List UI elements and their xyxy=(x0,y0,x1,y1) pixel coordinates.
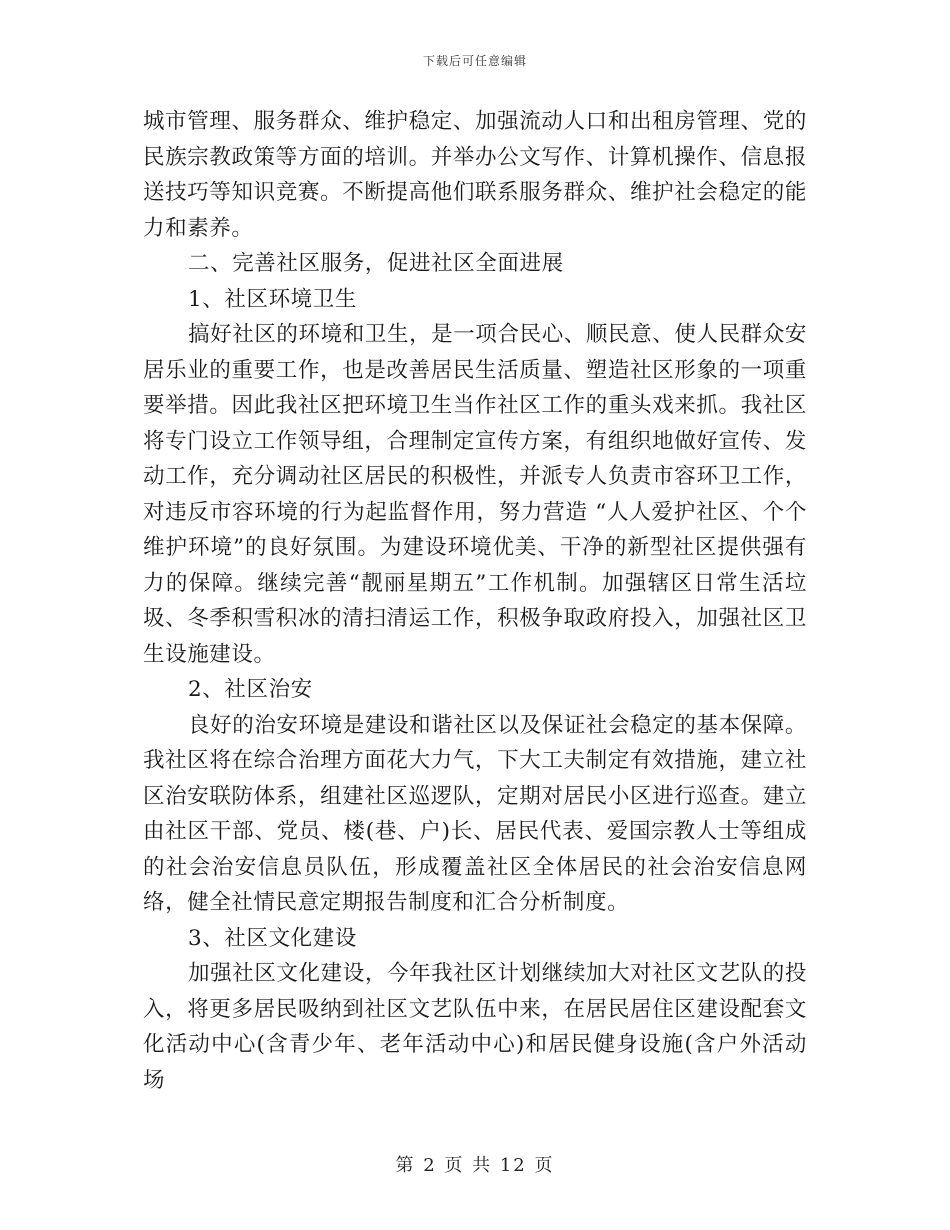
paragraph-continued: 城市管理、服务群众、维护稳定、加强流动人口和出租房管理、党的民族宗教政策等方面的培训。并举办公文写作、计算机操作、信息报送技巧等知识竞赛。不断提高他们联系服务群众、维护社会稳定的能力和素养。 xyxy=(143,109,807,241)
paragraph-culture: 加强社区文化建设，今年我社区计划继续加大对社区文艺队的投入，将更多居民吸纳到社区文艺队伍中来，在居民居住区建设配套文化活动中心(含青少年、老年活动中心)和居民健身设施(含户外活动场 xyxy=(143,961,807,1093)
document-body xyxy=(143,104,807,1098)
paragraph-security: 良好的治安环境是建设和谐社区以及保证社会稳定的基本保障。我社区将在综合治理方面花大力气，下大工夫制定有效措施，建立社区治安联防体系，组建社区巡逻队，定期对居民小区进行巡查。建立由社区干部、党员、楼(巷、户)长、居民代表、爱国宗教人士等组成的社会治安信息员队伍，形成覆盖社区全体居民的社会治安信息网络，健全社情民意定期报告制度和汇合分析制度。 xyxy=(143,712,807,915)
subsection-heading-culture: 3、社区文化建设 xyxy=(188,925,357,951)
paragraph-environment: 搞好社区的环境和卫生，是一项合民心、顺民意、使人民群众安居乐业的重要工作，也是改善居民生活质量、塑造社区形象的一项重要举措。因此我社区把环境卫生当作社区工作的重头戏来抓。我社区将专门设立工作领导组，合理制定宣传方案，有组织地做好宣传、发动工作，充分调动社区居民的积极性，并派专人负责市容环卫工作，对违反市容环境的行为起监督作用，努力营造 “人人爱护社区、个个维护环境”的良好氛围。为建设环境优美、干净的新型社区提供强有力的保障。继续完善“靓丽星期五”工作机制。加强辖区日常生活垃圾、冬季积雪积冰的清扫清运工作，积极争取政府投入，加强社区卫生设施建设。 xyxy=(143,322,807,667)
subsection-heading-security: 2、社区治安 xyxy=(188,677,313,702)
page-header: 下载后可任意编辑 xyxy=(422,54,527,68)
subsection-heading-environment: 1、社区环境卫生 xyxy=(188,286,357,312)
section-heading: 二、完善社区服务，促进社区全面进展 xyxy=(188,251,564,276)
page-number: 第 2 页 共 12 页 xyxy=(395,1155,555,1176)
